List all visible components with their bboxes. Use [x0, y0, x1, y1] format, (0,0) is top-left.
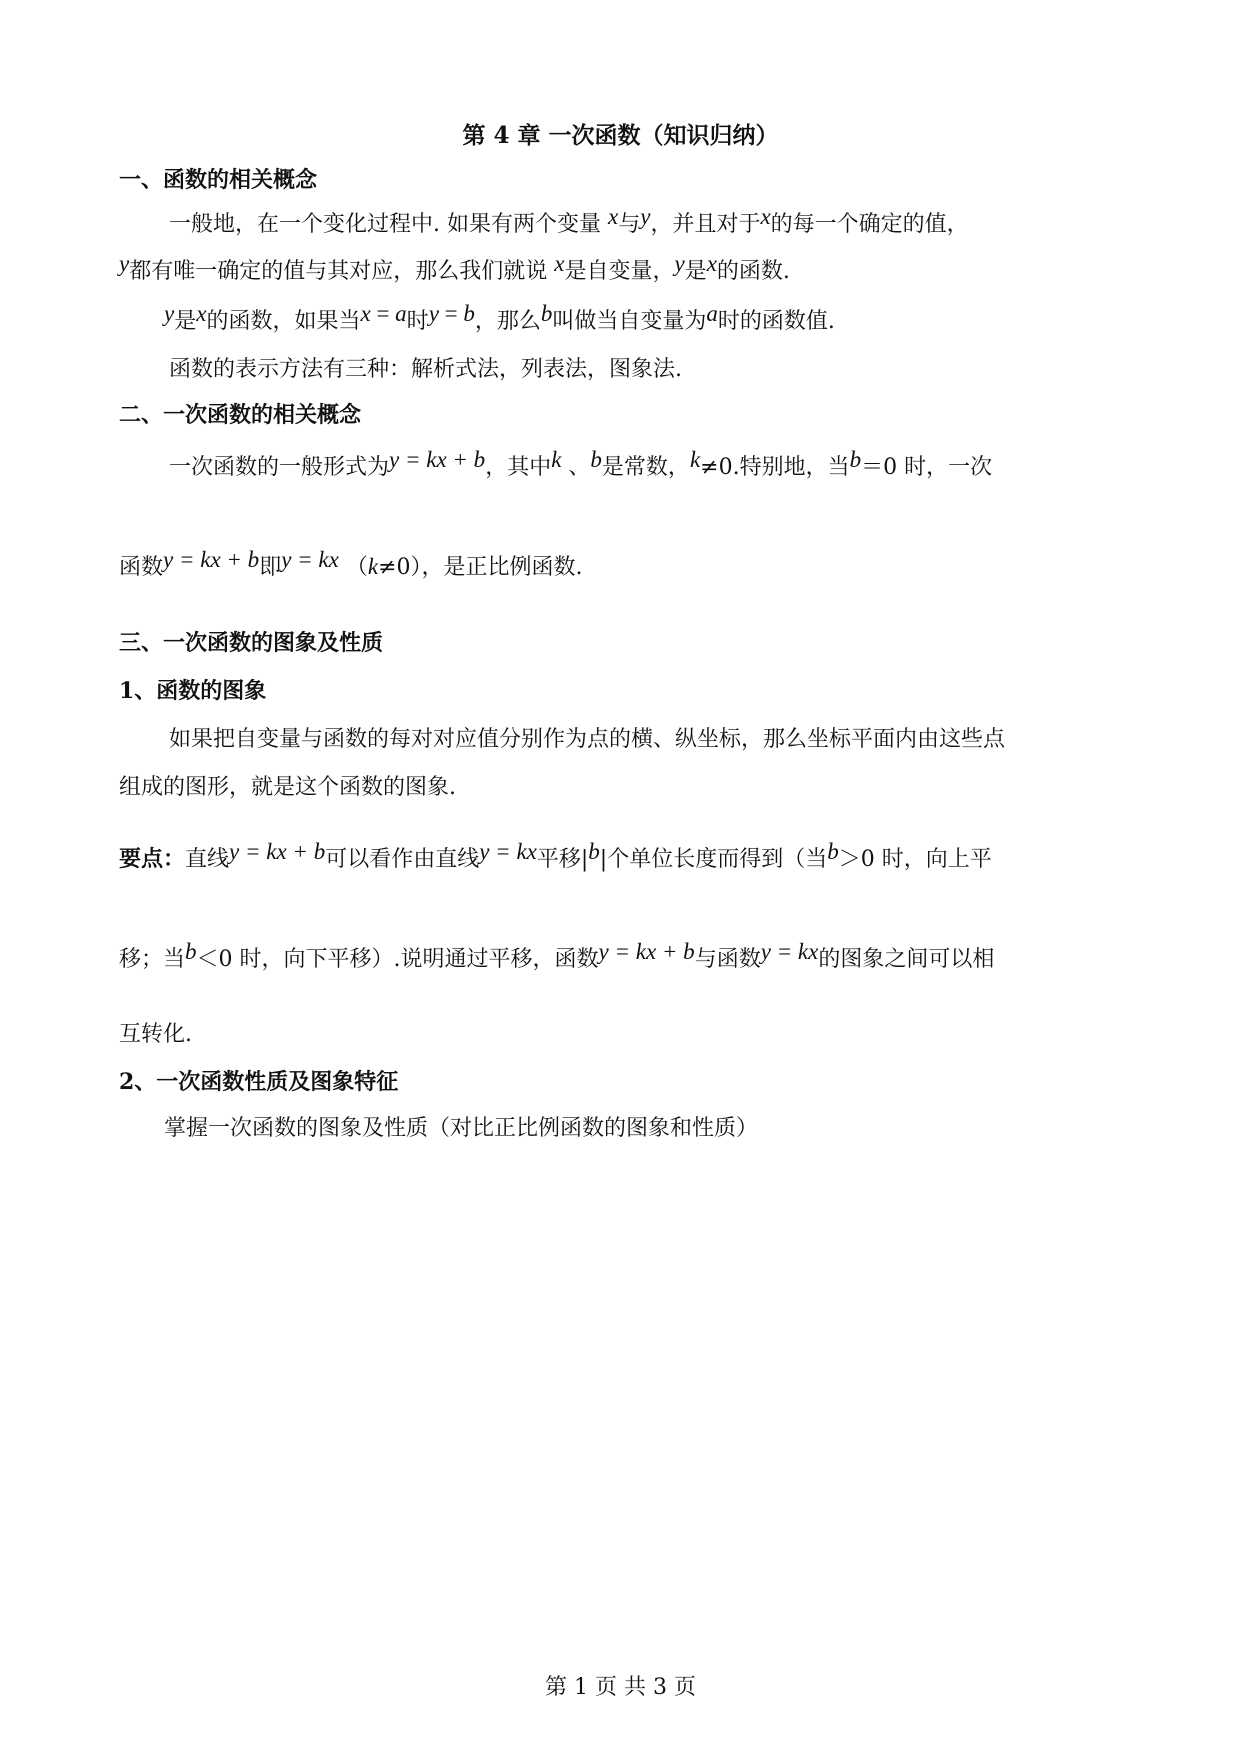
math-var: x — [760, 204, 771, 229]
math-op: = — [438, 301, 464, 326]
math-var: x — [196, 301, 207, 326]
math-var: x — [706, 251, 717, 276]
text: |个单位长度而得到（当 — [599, 847, 828, 872]
text: 的每一个确定的值， — [770, 212, 969, 237]
text: 叫做当自变量为 — [552, 309, 707, 334]
text: 一次函数的一般形式为 — [169, 455, 390, 480]
text: 是常数， — [601, 455, 690, 480]
text: ＜0 时，向下平移）.说明通过平移，函数 — [196, 947, 599, 972]
text: 的函数，如果当 — [206, 309, 361, 334]
text: 的函数. — [716, 259, 790, 284]
section-1-heading: 一、函数的相关概念 — [119, 167, 318, 193]
keypoint-line-1 — [119, 839, 992, 875]
math-var: a — [706, 301, 718, 326]
text: 即 — [259, 555, 282, 580]
math-var: x — [554, 251, 565, 276]
text: 与函数 — [694, 947, 761, 972]
math-var: b — [463, 301, 475, 326]
math-equation: y = kx + b — [229, 839, 326, 864]
math-var: b — [540, 301, 553, 326]
sec2-paragraph-2 — [119, 547, 583, 583]
text: ≠0），是正比例函数. — [378, 555, 583, 580]
math-op: = — [370, 301, 396, 326]
text: 移；当 — [119, 947, 186, 972]
page-title: 第 4 章 一次函数（知识归纳） — [462, 122, 779, 149]
text: ，那么 — [474, 309, 541, 334]
section-3-heading: 三、一次函数的图象及性质 — [119, 630, 384, 656]
section-2-heading: 二、一次函数的相关概念 — [119, 402, 362, 428]
text: 时的函数值. — [717, 309, 835, 334]
text: ≠0.特别地，当 — [700, 455, 850, 480]
math-var: y — [428, 301, 439, 326]
math-var: y — [164, 301, 175, 326]
keypoint-line-3: 互转化. — [119, 1022, 192, 1047]
math-equation: y = kx + b — [598, 939, 695, 964]
sec3-paragraph-1-line-2: 组成的图形，就是这个函数的图象. — [119, 775, 456, 800]
text: 可以看作由直线 — [325, 847, 480, 872]
text: （ — [338, 555, 368, 580]
text: ，其中 — [485, 455, 552, 480]
text: ，并且对于 — [650, 212, 761, 237]
text: 的图象之间可以相 — [818, 947, 995, 972]
text: 函数 — [119, 555, 164, 580]
text: 与 — [618, 212, 641, 237]
subsection-1-heading: 1、函数的图象 — [119, 678, 267, 704]
sec1-paragraph-1-line-2 — [119, 251, 790, 287]
text: 、 — [561, 455, 591, 480]
sec1-paragraph-3: 函数的表示方法有三种：解析式法，列表法，图象法. — [169, 357, 682, 382]
math-var: k — [367, 554, 379, 579]
sec3-paragraph-2: 掌握一次函数的图象及性质（对比正比例函数的图象和性质） — [164, 1116, 759, 1141]
keypoint-line-2 — [119, 939, 995, 975]
math-var: k — [689, 447, 701, 472]
text: 平移| — [536, 847, 589, 872]
math-var: y — [674, 251, 685, 276]
sec2-paragraph-1 — [169, 447, 993, 483]
math-var: b — [185, 939, 197, 964]
math-equation: y = kx + b — [389, 447, 486, 472]
sec1-paragraph-1-line-1 — [169, 204, 969, 240]
text: 直线 — [185, 847, 230, 872]
text: 是 — [174, 309, 197, 334]
math-equation: y = kx — [760, 939, 819, 964]
math-var: k — [551, 447, 562, 472]
text: 都有唯一确定的值与其对应，那么我们就说 — [129, 259, 555, 284]
text: 是 — [684, 259, 707, 284]
sec3-paragraph-1-line-1: 如果把自变量与函数的每对对应值分别作为点的横、纵坐标，那么坐标平面内由这些点 — [169, 727, 1006, 752]
math-equation: y = kx + b — [163, 547, 260, 572]
keypoint-label: 要点： — [119, 846, 186, 872]
text: ＞0 时，向上平 — [838, 847, 992, 872]
math-var: y — [640, 204, 651, 229]
math-var: b — [590, 447, 602, 472]
math-equation: y = kx — [479, 839, 537, 864]
text: 是自变量， — [564, 259, 675, 284]
text: 一般地，在一个变化过程中. 如果有两个变量 — [169, 212, 608, 237]
math-var: x — [360, 301, 371, 326]
text: ＝0 时，一次 — [861, 455, 993, 480]
math-equation: y = kx — [281, 547, 339, 572]
page-footer: 第 1 页 共 3 页 — [545, 1675, 696, 1700]
math-var: b — [827, 839, 839, 864]
text: 时 — [406, 309, 429, 334]
subsection-2-heading: 2、一次函数性质及图象特征 — [119, 1069, 399, 1095]
math-var: y — [119, 251, 130, 276]
math-var: b — [849, 447, 862, 472]
sec1-paragraph-2 — [164, 301, 835, 337]
math-var: b — [588, 839, 600, 864]
math-var: x — [607, 204, 619, 229]
math-var: a — [395, 301, 407, 326]
